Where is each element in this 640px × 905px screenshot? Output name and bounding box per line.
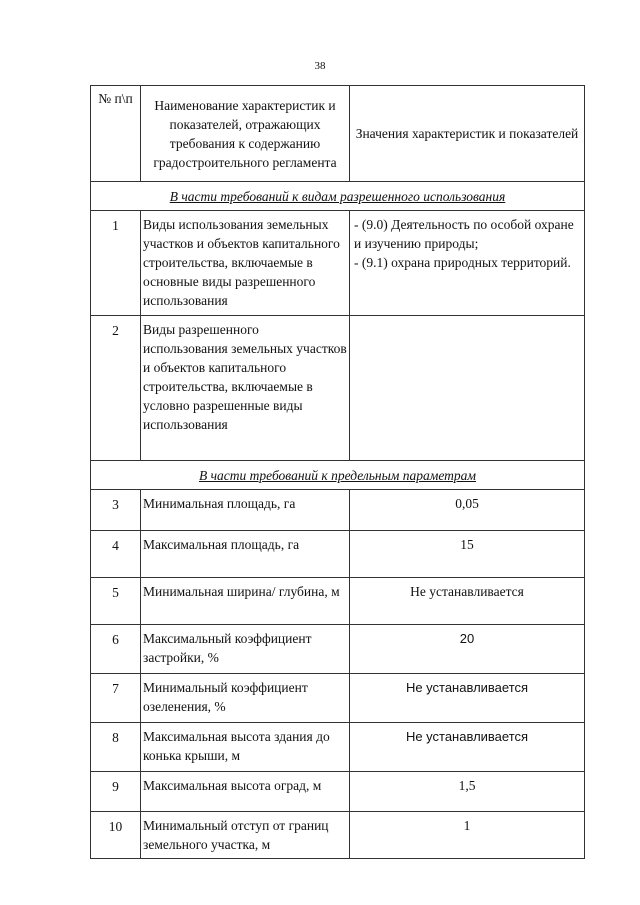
row-num: 5 [91, 578, 141, 625]
row-num: 1 [91, 211, 141, 316]
table-row [91, 625, 585, 674]
row-value: 1 [350, 812, 585, 859]
row-name: Минимальная площадь, га [141, 490, 350, 531]
table-row [91, 772, 585, 812]
row-value: 15 [350, 531, 585, 578]
header-num: № п\п [91, 86, 141, 182]
row-value: Не устанавливается [350, 723, 585, 772]
row-value: 0,05 [350, 490, 585, 531]
row-value-line: - (9.0) Деятельность по особой охране и изучению природы; [354, 217, 574, 251]
regulation-table [90, 85, 585, 859]
table-row [91, 812, 585, 859]
row-num: 9 [91, 772, 141, 812]
row-name: Максимальная высота здания до конька крыши, м [141, 723, 350, 772]
row-num: 7 [91, 674, 141, 723]
row-num: 8 [91, 723, 141, 772]
row-name: Максимальная высота оград, м [141, 772, 350, 812]
row-num: 4 [91, 531, 141, 578]
row-name: Минимальный отступ от границ земельного участка, м [141, 812, 350, 859]
table-row [91, 531, 585, 578]
row-value [350, 316, 585, 461]
table-row [91, 674, 585, 723]
row-num: 10 [91, 812, 141, 859]
page-number: 38 [314, 60, 326, 72]
row-value: 20 [350, 625, 585, 674]
row-num: 6 [91, 625, 141, 674]
row-value [350, 211, 585, 316]
row-value-line: - (9.1) охрана природных территорий. [354, 255, 571, 270]
table-row [91, 490, 585, 531]
table-row [91, 211, 585, 316]
section-row-limits [91, 461, 585, 490]
row-value: Не устанавливается [350, 674, 585, 723]
table-row [91, 723, 585, 772]
header-value: Значения характеристик и показателей [350, 86, 585, 182]
section-title-types: В части требований к видам разрешенного использования [91, 182, 585, 211]
row-name: Минимальная ширина/ глубина, м [141, 578, 350, 625]
header-name: Наименование характеристик и показателей, отражающих требования к содержанию градостроительного регламента [141, 86, 350, 182]
section-row-types [91, 182, 585, 211]
row-num: 3 [91, 490, 141, 531]
section-title-limits: В части требований к предельным параметрам [91, 461, 585, 490]
row-value: 1,5 [350, 772, 585, 812]
row-name: Минимальный коэффициент озеленения, % [141, 674, 350, 723]
row-value: Не устанавливается [350, 578, 585, 625]
row-name: Максимальный коэффициент застройки, % [141, 625, 350, 674]
row-name: Виды использования земельных участков и объектов капитального строительства, включаемые в основные виды разрешенного использования [141, 211, 350, 316]
table-row [91, 316, 585, 461]
row-name: Максимальная площадь, га [141, 531, 350, 578]
row-num: 2 [91, 316, 141, 461]
table-header-row [91, 86, 585, 182]
row-name: Виды разрешенного использования земельных участков и объектов капитального строительства, включаемые в условно разрешенные виды использования [141, 316, 350, 461]
table-row [91, 578, 585, 625]
